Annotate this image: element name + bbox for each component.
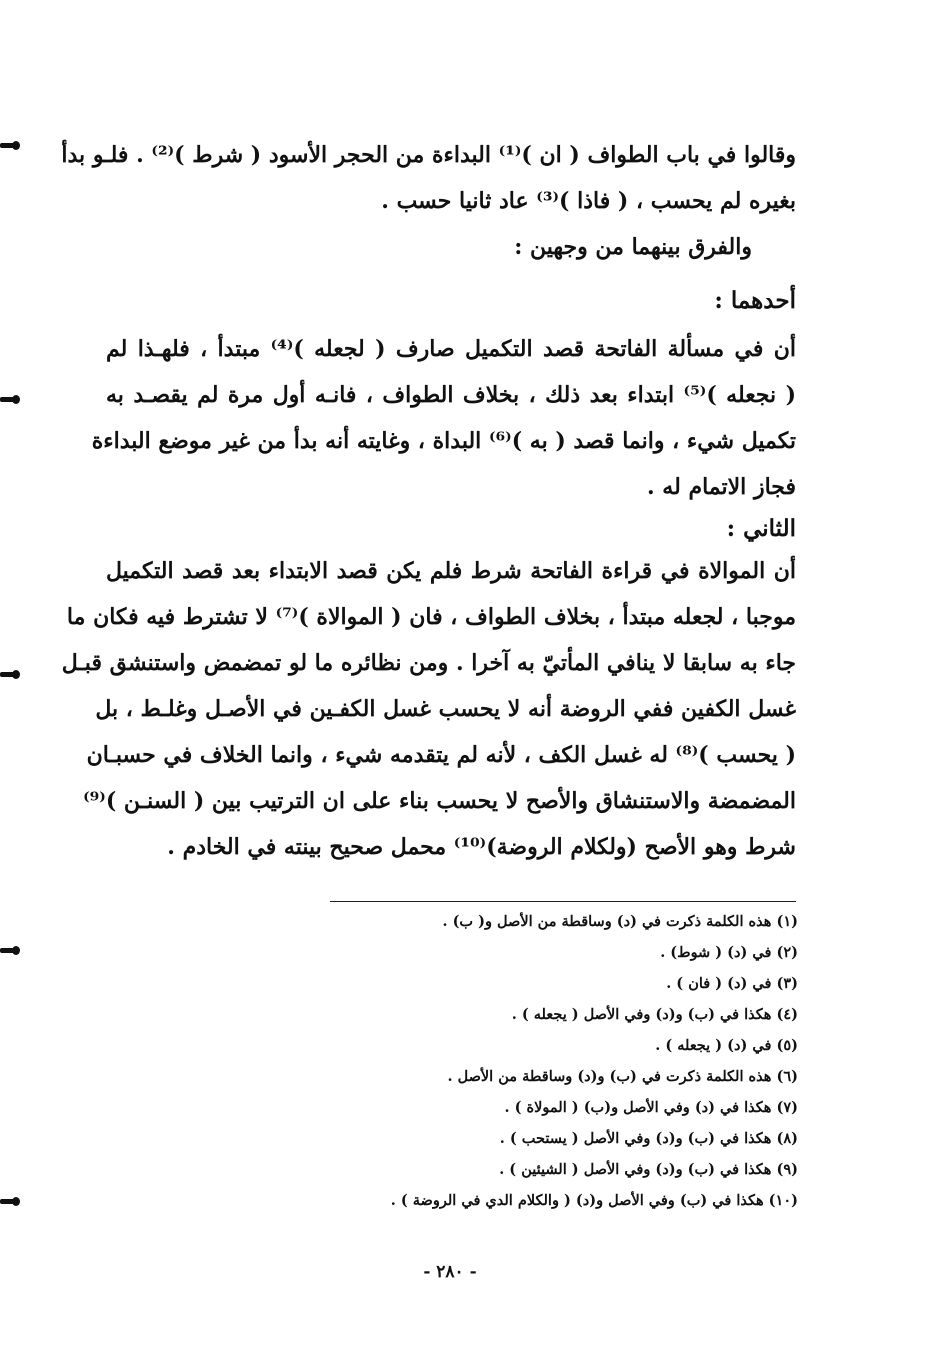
section-heading: أحدهما : xyxy=(714,287,796,314)
text-line: ( نجعله )⁽⁵⁾ ابتداء بعد ذلك ، بخلاف الطواف ، فانـه أول مرة لم يقصـد به xyxy=(106,382,796,408)
margin-mark xyxy=(0,395,22,403)
text-line: المضمضة والاستنشاق والأصح لا يحسب بناء على ان الترتيب بين ( السنـن )⁽⁹⁾ xyxy=(83,788,796,814)
footnote-divider xyxy=(330,901,796,902)
text-line: أن في مسألة الفاتحة قصد التكميل صارف ( لجعله )⁽⁴⁾ مبتدأ ، فلهـذا لم xyxy=(106,336,796,362)
footnote: (٥) في (د) ( يجعله ) . xyxy=(655,1037,798,1054)
text-line: فجاز الاتمام له . xyxy=(646,474,796,500)
page-number: - ٢٨٠ - xyxy=(423,1262,477,1282)
margin-mark xyxy=(0,1197,22,1205)
text-line: جاء به سابقا لا ينافي المأتيّ به آخرا . ومن نظائره ما لو تمضمض واستنشق قبـل xyxy=(61,650,796,676)
text-line: تكميل شيء ، وانما قصد ( به )⁽⁶⁾ البداة ، وغايته أنه بدأ من غير موضع البداءة xyxy=(91,428,796,454)
margin-mark xyxy=(0,946,22,954)
margin-mark xyxy=(0,141,22,149)
text-line: وقالوا في باب الطواف ( ان )⁽¹⁾ البداءة من الحجر الأسود ( شرط )⁽²⁾ . فلـو بدأ xyxy=(61,142,796,168)
text-line: ( يحسب )⁽⁸⁾ له غسل الكف ، لأنه لم يتقدمه شيء ، وانما الخلاف في حسبـان xyxy=(86,742,796,768)
margin-mark xyxy=(0,670,22,678)
text-line: موجبا ، لجعله مبتدأ ، بخلاف الطواف ، فان ( الموالاة )⁽⁷⁾ لا تشترط فيه فكان ما xyxy=(66,604,796,630)
text-line: والفرق بينهما من وجهين : xyxy=(514,234,752,260)
section-heading: الثاني : xyxy=(726,515,796,542)
footnote: (٢) في (د) ( شوط) . xyxy=(660,944,798,961)
footnote: (١٠) هكذا في (ب) وفي الأصل و(د) ( والكلام الدي في الروضة ) . xyxy=(390,1192,798,1209)
footnote: (٩) هكذا في (ب) و(د) وفي الأصل ( الشيئين ) . xyxy=(499,1161,798,1178)
footnotes xyxy=(200,906,798,1216)
footnote: (١) هذه الكلمة ذكرت في (د) وساقطة من الأصل و( ب) . xyxy=(442,913,798,930)
text-line: أن الموالاة في قراءة الفاتحة شرط فلم يكن قصد الابتداء بعد قصد التكميل xyxy=(106,558,796,584)
text-line: شرط وهو الأصح (ولكلام الروضة)⁽¹⁰⁾ محمل صحيح بينته في الخادم . xyxy=(167,834,796,860)
footnote: (٦) هذه الكلمة ذكرت في (ب) و(د) وساقطة من الأصل . xyxy=(447,1068,798,1085)
footnote: (٨) هكذا في (ب) و(د) وفي الأصل ( يستحب ) . xyxy=(499,1130,798,1147)
text-line: بغيره لم يحسب ، ( فاذا )⁽³⁾ عاد ثانيا حسب . xyxy=(381,188,796,214)
footnote: (٣) في (د) ( فان ) . xyxy=(666,975,798,992)
footnote: (٧) هكذا في (د) وفي الأصل و(ب) ( المولاة ) . xyxy=(504,1099,798,1116)
text-line: غسل الكفين ففي الروضة أنه لا يحسب غسل الكفـين في الأصـل وغلـط ، بل xyxy=(95,696,796,722)
footnote: (٤) هكذا في (ب) و(د) وفي الأصل ( يجعله ) . xyxy=(511,1006,798,1023)
main-text xyxy=(61,132,796,870)
